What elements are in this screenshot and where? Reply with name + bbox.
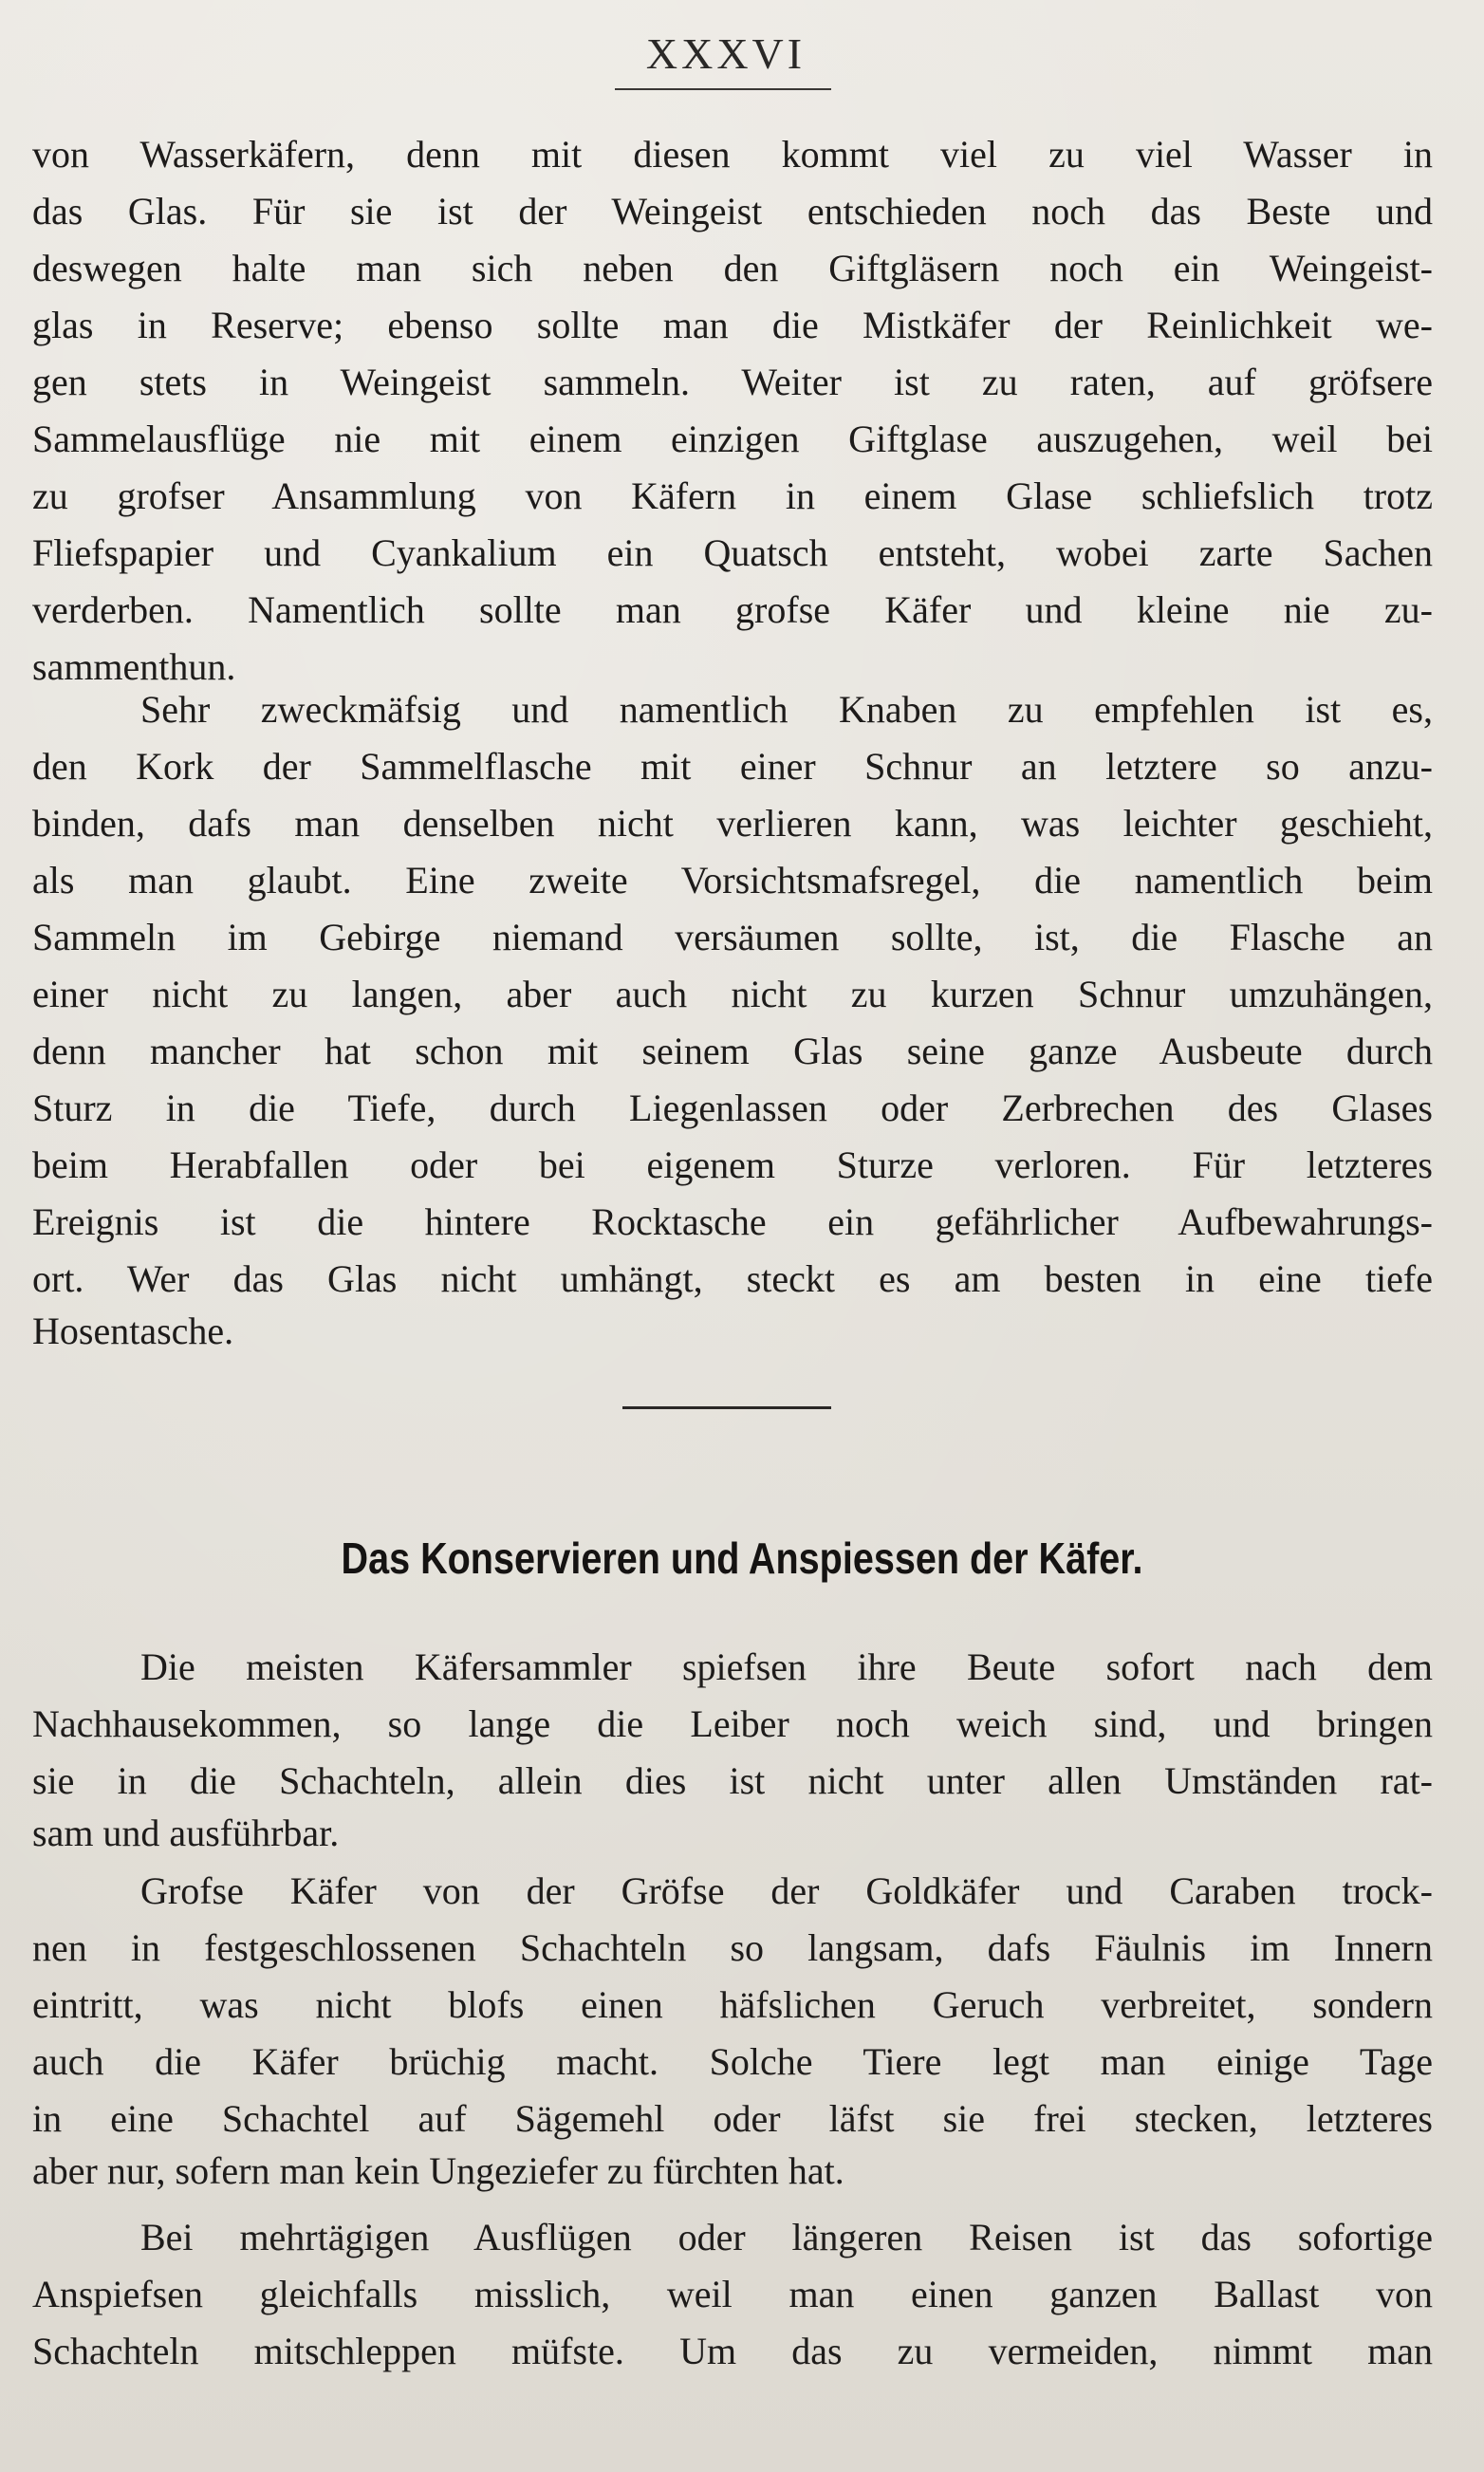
text-line: eintritt, was nicht blofs einen häfslichen Geruch verbreitet, sondern: [32, 1983, 1433, 2026]
section-divider: [622, 1406, 831, 1409]
text-line: zu grofser Ansammlung von Käfern in einem Glase schliefslich trotz: [32, 474, 1433, 517]
text-line: Hosentasche.: [32, 1310, 234, 1352]
text-line: binden, dafs man denselben nicht verlieren kann, was leichter geschieht,: [32, 802, 1433, 845]
text-line: aber nur, sofern man kein Ungeziefer zu fürchten hat.: [32, 2149, 844, 2192]
text-line: Die meisten Käfersammler spiefsen ihre Beute sofort nach dem: [140, 1645, 1433, 1688]
text-line: verderben. Namentlich sollte man grofse Käfer und kleine nie zu-: [32, 588, 1433, 631]
text-line: sammenthun.: [32, 645, 236, 688]
text-line: Sammeln im Gebirge niemand versäumen sollte, ist, die Flasche an: [32, 916, 1433, 958]
text-line: Sturz in die Tiefe, durch Liegenlassen oder Zerbrechen des Glases: [32, 1087, 1433, 1129]
text-line: Bei mehrtägigen Ausflügen oder längeren Reisen ist das sofortige: [140, 2216, 1433, 2258]
page-number: XXXVI: [645, 29, 807, 78]
text-line: von Wasserkäfern, denn mit diesen kommt viel zu viel Wasser in: [32, 133, 1433, 176]
text-line: denn mancher hat schon mit seinem Glas seine ganze Ausbeute durch: [32, 1030, 1433, 1072]
text-line: deswegen halte man sich neben den Giftgläsern noch ein Weingeist-: [32, 247, 1433, 289]
text-line: Fliefspapier und Cyankalium ein Quatsch entsteht, wobei zarte Sachen: [32, 531, 1433, 574]
text-line: in eine Schachtel auf Sägemehl oder läfst sie frei stecken, letzteres: [32, 2097, 1433, 2140]
text-line: Schachteln mitschleppen müfste. Um das zu vermeiden, nimmt man: [32, 2330, 1433, 2372]
text-line: einer nicht zu langen, aber auch nicht zu kurzen Schnur umzuhängen,: [32, 973, 1433, 1015]
text-line: sie in die Schachteln, allein dies ist nicht unter allen Umständen rat-: [32, 1759, 1433, 1802]
text-line: Sehr zweckmäfsig und namentlich Knaben zu empfehlen ist es,: [140, 688, 1433, 731]
text-line: ort. Wer das Glas nicht umhängt, steckt es am besten in eine tiefe: [32, 1257, 1433, 1300]
text-line: auch die Käfer brüchig macht. Solche Tiere legt man einige Tage: [32, 2040, 1433, 2083]
text-line: den Kork der Sammelflasche mit einer Schnur an letztere so anzu-: [32, 745, 1433, 788]
section-heading: Das Konservieren und Anspiessen der Käfer.: [341, 1533, 1143, 1583]
text-line: Anspiefsen gleichfalls misslich, weil man einen ganzen Ballast von: [32, 2273, 1433, 2315]
text-line: nen in festgeschlossenen Schachteln so langsam, dafs Fäulnis im Innern: [32, 1926, 1433, 1969]
text-line: das Glas. Für sie ist der Weingeist entschieden noch das Beste und: [32, 190, 1433, 232]
text-line: als man glaubt. Eine zweite Vorsichtsmafsregel, die namentlich beim: [32, 859, 1433, 901]
text-line: Nachhausekommen, so lange die Leiber noch weich sind, und bringen: [32, 1702, 1433, 1745]
text-line: Ereignis ist die hintere Rocktasche ein gefährlicher Aufbewahrungs-: [32, 1200, 1433, 1243]
text-line: beim Herabfallen oder bei eigenem Sturze verloren. Für letzteres: [32, 1143, 1433, 1186]
text-line: Sammelausflüge nie mit einem einzigen Giftglase auszugehen, weil bei: [32, 418, 1433, 460]
text-line: glas in Reserve; ebenso sollte man die Mistkäfer der Reinlichkeit we-: [32, 304, 1433, 346]
text-line: Grofse Käfer von der Gröfse der Goldkäfer und Caraben trock-: [140, 1869, 1433, 1912]
page-number-underline: [615, 88, 831, 90]
text-line: sam und ausführbar.: [32, 1812, 340, 1854]
text-line: gen stets in Weingeist sammeln. Weiter ist zu raten, auf gröfsere: [32, 361, 1433, 403]
